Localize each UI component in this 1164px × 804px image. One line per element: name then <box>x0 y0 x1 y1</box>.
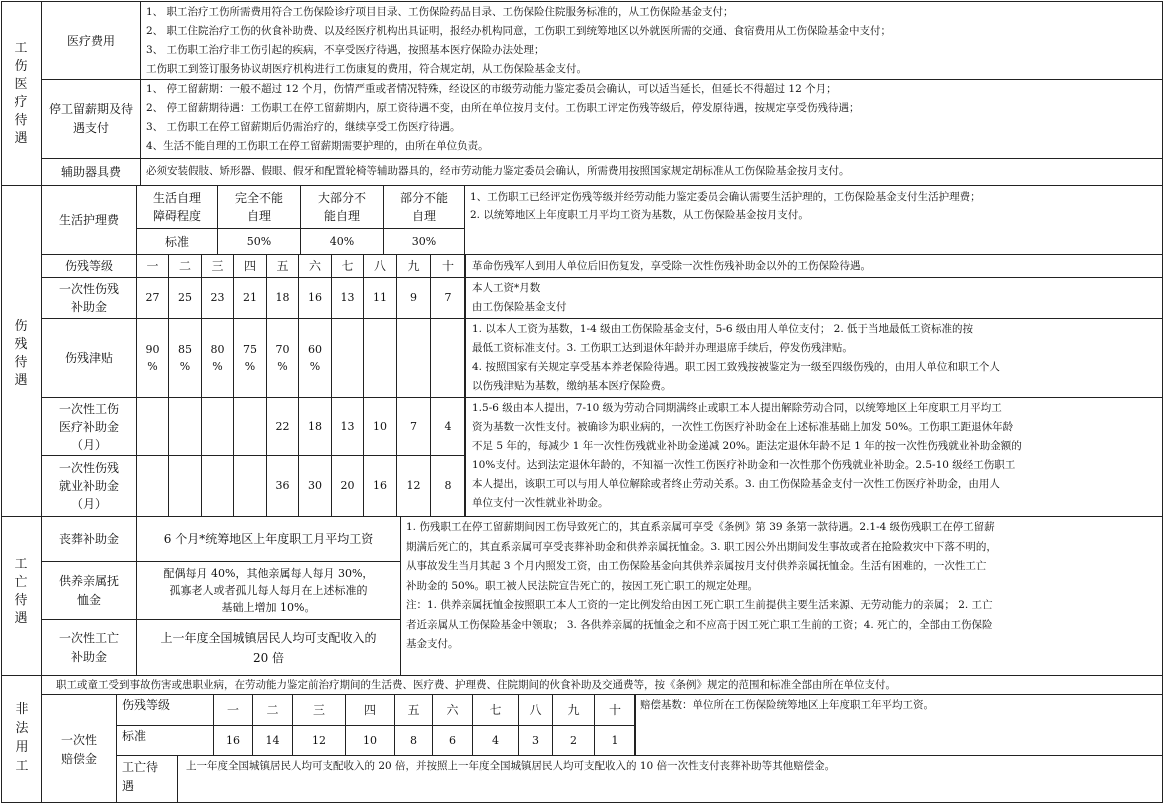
dependent-line: 基础上增加 10%。 <box>221 601 316 614</box>
dependent-line: 孤寡老人或者孤儿每人每月在上述标准的 <box>169 584 368 597</box>
ill-grade-header: 八 <box>529 703 542 717</box>
one-time-note-line: 不足 5 年的，每减少 1 年一次性伤残就业补助金递减 20%。距法定退休年龄不足 1 年的按一次性伤残就业补助金额的 <box>472 440 1022 452</box>
ill-death-label <box>122 758 176 800</box>
aux-text: 必须安装假肢、矫形器、假眼、假牙和配置轮椅等辅助器具的，经市劳动能力鉴定委员会确认，所需费用按照国家规定胡标准从工伤保险基金按月支付。 <box>146 165 850 177</box>
care-level <box>301 186 383 228</box>
care-level-line: 大部分不 <box>317 191 366 205</box>
care-level-line: 完全不能 <box>234 191 283 205</box>
allowance-value-number: 80 <box>210 343 225 356</box>
grade-grid-cell <box>363 318 397 398</box>
one-time-note-line: 10%支付。达到法定退休年龄的，不知福一次性工伤医疗补助金和一次性那个伤残就业补助金。2.5-10 级经工伤职工 <box>472 459 1016 471</box>
grade-value: 11 <box>373 291 387 304</box>
medical-cost-line: 工伤职工到签订服务协议胡医疗机构进行工伤康复的费用，符合规定胡，从工伤保险基金支付。 <box>146 63 587 75</box>
allowance-note-line: 1. 以本人工资为基数，1-4 级由工伤保险基金支付，5-6 级由用人单位支付； 2. 低于当地最低工资标准的按 <box>472 323 974 335</box>
medical-cost-line: 3、 工伤职工治疗非工伤引起的疾病，不享受医疗待遇，按照基本医疗保险办法处理； <box>146 44 545 56</box>
dependent-label-line: 供养亲属抚 <box>58 573 119 588</box>
base-note: 赔偿基数：单位所在工伤保险统筹地区上年度职工年平均工资。 <box>640 699 934 711</box>
stop-line: 2、 停工留薪期待遇：工伤职工在停工留薪期内，原工资待遇不变，由所在单位按月支付。工伤职工评定伤残等级后，停发原待遇，按规定享受伤残待遇； <box>146 102 860 114</box>
comp-label-line: 赔偿金 <box>60 752 97 766</box>
grade-grid-cell <box>396 318 431 398</box>
allowance-value <box>137 319 168 397</box>
care-note-line: 2. 以统筹地区上年度职工月平均工资为基数，从工伤保险基金按月支付。 <box>470 209 809 221</box>
medical-cost-text <box>146 3 1160 79</box>
care-level <box>384 186 464 228</box>
medical-section-title: 工伤医疗待遇 <box>14 41 28 146</box>
care-notes <box>470 188 1160 248</box>
death-note-line: 期满后死亡的，其直系亲属可享受丧葬补助金和供养亲属抚恤金。3. 职工因公外出期间发生事故或者在抢险救灾中下落不明的， <box>406 540 997 553</box>
ill-grade-value: 6 <box>449 733 456 747</box>
allowance-note-line: 4. 按照国家有关规定享受基本养老保险待遇。职工因工致残按被鉴定为一级至四级伤残的，由用人单位和职工个人 <box>472 361 1000 373</box>
allowance-value-number: 70 <box>275 343 290 356</box>
stop-label: 停工留薪期及待遇支付 <box>48 102 133 135</box>
one-time-notes <box>472 399 1160 515</box>
grade-value: 9 <box>410 291 417 304</box>
allowance-value-unit: % <box>212 360 223 373</box>
grade-grid-cell <box>331 318 364 398</box>
allowance-value-unit: % <box>277 360 288 373</box>
allowance-value-number: 75 <box>243 343 257 356</box>
medical-cost-line: 2、 职工住院治疗工伤的伙食补助费、以及经医疗机构出具证明，报经办机构同意，工伤职工到统筹地区以外就医所需的交通、食宿费用从工伤保险基金中支付； <box>146 25 892 37</box>
ill-death-text: 上一年度全国城镇居民人均可支配收入的 20 倍，并按照上一年度全国城镇居民人均可支配收入的 10 倍一次性支付丧葬补助等其他赔偿金。 <box>186 760 836 772</box>
grade-header: 三 <box>211 259 224 273</box>
care-level <box>218 186 300 228</box>
grade-value: 16 <box>373 479 387 492</box>
stop-line: 3、 工伤职工在停工留薪期后仍需治疗的，继续享受工伤医疗待遇。 <box>146 121 461 133</box>
grade-value: 12 <box>406 479 421 492</box>
one-time-note-line: 本人提出，该职工可以与用人单位解除或者终止劳动关系。3. 由工伤保险基金支付一次性工伤医疗补助金，由用人 <box>472 478 1000 490</box>
death-onetime-label <box>42 620 136 675</box>
care-header-line: 生活自理 <box>152 191 201 205</box>
grade-header: 四 <box>243 259 256 273</box>
dependent-label-line: 恤金 <box>76 592 101 607</box>
comp-label <box>42 720 116 780</box>
death-section-title: 工亡待遇 <box>14 557 28 626</box>
care-label: 生活护理费 <box>58 213 119 227</box>
allowance-note-line: 以伤残津贴为基数，缴纳基本医疗保险费。 <box>472 380 672 392</box>
medical-subsidy-label-line: 一次性工伤 <box>58 401 119 416</box>
grade-value: 18 <box>308 419 322 433</box>
subsidy-label <box>42 278 136 318</box>
death-onetime-label-line: 补助金 <box>70 649 107 664</box>
grade-grid-cell <box>168 455 202 517</box>
medical-subsidy-label <box>42 398 136 455</box>
care-rate: 40% <box>329 234 355 248</box>
grade-header: 六 <box>308 259 321 273</box>
grade-header: 七 <box>341 259 354 273</box>
grade-label: 伤残等级 <box>64 259 113 273</box>
medical-cost-line: 1、 职工治疗工伤所需费用符合工伤保险诊疗项目目录、工伤保险药品目录、工伤保险住院服务标准的，从工伤保险基金支付； <box>146 6 734 18</box>
stop-line: 1、 停工留薪期：一般不超过 12 个月，伤情严重或者情况特殊，经设区的市级劳动能力鉴定委员会确认，可以适当延长，但延长不得超过 12 个月； <box>146 83 837 95</box>
grade-grid-cell <box>201 397 234 456</box>
funeral-label: 丧葬补助金 <box>58 532 119 546</box>
one-time-note-line: 1.5-6 级由本人提出，7-10 级为劳动合同期满终止或职工本人提出解除劳动合同，以统筹地区上年度职工月平均工 <box>472 402 1002 414</box>
dependent-label <box>42 562 136 619</box>
allowance-value-unit: % <box>309 360 321 373</box>
ill-standard-label: 标准 <box>122 729 147 743</box>
care-rate: 30% <box>411 234 437 248</box>
medical-cost-label: 医疗费用 <box>66 33 115 48</box>
grade-grid-cell <box>136 397 169 456</box>
grade-value: 18 <box>275 291 290 304</box>
care-header-line: 障碍程度 <box>152 209 201 223</box>
death-note-line: 注：1. 供养亲属抚恤金按照职工本人工资的一定比例发给由因工死亡职工生前提供主要生活来源、无劳动能力的亲属； 2. 工亡 <box>406 599 993 611</box>
grade-header: 九 <box>407 259 420 273</box>
illegal-section-title: 非法用工 <box>15 702 29 774</box>
grade-value: 7 <box>410 419 417 433</box>
allowance-value <box>202 319 233 397</box>
death-note-line: 基金支付。 <box>406 638 459 650</box>
ill-grade-value: 12 <box>312 733 326 747</box>
grade-value: 13 <box>340 419 355 433</box>
dependent-text <box>137 562 400 619</box>
grade-header: 二 <box>178 259 191 273</box>
grade-value: 27 <box>145 291 160 304</box>
employ-subsidy-label-line: （月） <box>70 497 107 511</box>
care-rate: 50% <box>246 234 272 248</box>
death-onetime-text <box>137 620 400 675</box>
ill-grade-value: 10 <box>363 733 377 747</box>
grade-value: 8 <box>444 479 452 492</box>
grade-grid-cell <box>201 455 234 517</box>
grade-value: 7 <box>444 291 452 304</box>
ill-grade-header: 七 <box>489 703 502 717</box>
death-onetime-line: 20 倍 <box>252 650 285 665</box>
grade-grid-cell <box>136 455 169 517</box>
allowance-value-number: 85 <box>178 343 192 356</box>
ill-grade-value: 16 <box>226 733 240 747</box>
subsidy-label-line: 补助金 <box>70 300 107 314</box>
allowance-value <box>299 319 331 397</box>
ill-grade-value: 3 <box>532 733 539 747</box>
stop-line: 4、生活不能自理的工伤职工在停工留薪期需要护理的，由所在单位负责。 <box>146 140 489 152</box>
grade-header: 八 <box>373 259 386 273</box>
employ-subsidy-label-line: 一次性伤残 <box>58 461 119 475</box>
allowance-value-number: 90 <box>145 343 160 356</box>
grade-grid-cell <box>233 397 267 456</box>
comp-label-line: 一次性 <box>60 733 97 747</box>
illegal-top-text: 职工或童工受到事故伤害或患职业病，在劳动能力鉴定前治疗期间的生活费、医疗费、护理费、住院期间的伙食补助及交通费等，按《条例》规定的范围和标准全部由所在单位支付。 <box>56 679 896 691</box>
allowance-value-unit: % <box>147 360 158 373</box>
allowance-value <box>234 319 266 397</box>
grade-value: 10 <box>373 419 387 433</box>
ill-grade-value: 14 <box>265 733 280 747</box>
one-time-note-line: 单位支付一次性就业补助金。 <box>472 497 609 509</box>
care-level-line: 自理 <box>411 209 436 223</box>
ill-death-label-line: 遇 <box>122 779 135 793</box>
ill-grade-header: 九 <box>567 703 580 717</box>
stop-text <box>146 80 1160 158</box>
care-level-line: 自理 <box>246 209 271 223</box>
allowance-value <box>267 319 298 397</box>
aux-label: 辅助器具费 <box>60 165 121 179</box>
ill-grade-header: 三 <box>312 703 325 717</box>
death-note-line: 从事故发生当月其起 3 个月内照发工资，由工伤保险基金向其供养亲属按月支付供养亲属抚恤金。生活有困难的，一次性工亡 <box>406 560 987 572</box>
disability-section-title: 伤残待遇 <box>14 319 28 388</box>
employ-subsidy-label-line: 就业补助金 <box>58 479 119 493</box>
grade-value: 20 <box>340 479 355 492</box>
ill-grade-header: 十 <box>608 703 621 717</box>
grade-value: 30 <box>308 479 322 492</box>
care-header <box>137 186 217 228</box>
ill-grade-value: 2 <box>570 733 577 747</box>
care-level-line: 能自理 <box>323 209 360 223</box>
grade-grid-cell <box>430 318 466 398</box>
grade-value: 13 <box>340 291 355 304</box>
employ-subsidy-label <box>42 456 136 516</box>
care-note-line: 1、工伤职工已经评定伤残等级并经劳动能力鉴定委员会确认需要生活护理的，工伤保险基金支付生活护理费； <box>470 191 981 203</box>
grade-value: 21 <box>243 291 257 304</box>
medical-subsidy-label-line: （月） <box>70 437 107 452</box>
ill-grade-header: 六 <box>446 703 459 717</box>
ill-grade-header: 二 <box>266 703 279 717</box>
subsidy-notes <box>472 279 1160 317</box>
allowance-notes <box>472 320 1160 396</box>
grade-value: 25 <box>178 291 192 304</box>
grade-note: 革命伤残军人到用人单位后旧伤复发，享受除一次性伤残补助金以外的工伤保险待遇。 <box>472 260 871 272</box>
ill-grade-header: 四 <box>363 703 376 717</box>
allowance-note-line: 最低工资标准支付。3. 工伤职工达到退休年龄并办理退席手续后，停发伤残津贴。 <box>472 342 853 354</box>
death-notes <box>406 518 1160 674</box>
allowance-value-unit: % <box>244 360 256 373</box>
allowance-label: 伤残津贴 <box>64 351 113 365</box>
standard-label: 标准 <box>164 234 189 249</box>
subsidy-label-line: 一次性伤残 <box>58 282 119 296</box>
ill-grade-value: 8 <box>410 733 417 747</box>
grade-header: 十 <box>441 259 454 273</box>
death-note-line: 者近亲属从工伤保险基金中领取； 3. 各供养亲属的抚恤金之和不应高于因工死亡职工生前的工资；4. 死亡的，全部由工伤保险 <box>406 618 993 631</box>
ill-grade-value: 1 <box>611 733 619 747</box>
grade-header: 一 <box>146 259 159 273</box>
allowance-value <box>169 319 201 397</box>
dependent-line: 配偶每月 40%，其他亲属每人每月 30%， <box>163 567 374 580</box>
funeral-text: 6 个月*统筹地区上年度职工月平均工资 <box>163 532 374 546</box>
grade-grid-cell <box>168 397 202 456</box>
care-level-line: 部分不能 <box>399 191 448 205</box>
grade-grid-cell <box>233 455 267 517</box>
death-onetime-line: 上一年度全国城镇居民人均可支配收入的 <box>160 630 377 645</box>
grade-header: 五 <box>276 259 289 273</box>
ill-grade-header: 五 <box>407 703 420 717</box>
medical-subsidy-label-line: 医疗补助金 <box>58 419 119 434</box>
grade-value: 4 <box>444 419 452 433</box>
grade-value: 22 <box>275 419 290 433</box>
allowance-value-unit: % <box>179 360 191 373</box>
grade-value: 16 <box>308 291 322 304</box>
death-onetime-label-line: 一次性工亡 <box>58 630 119 645</box>
grade-value: 23 <box>210 291 225 304</box>
death-note-line: 1. 伤残职工在停工留薪期间因工伤导致死亡的，其直系亲属可享受《条例》第 39 条第一款待遇。2.1-4 级伤残职工在停工留薪 <box>406 521 995 533</box>
ill-grade-label: 伤残等级 <box>122 698 171 712</box>
grade-value: 36 <box>275 479 290 492</box>
ill-grade-value: 4 <box>492 733 499 747</box>
allowance-value-number: 60 <box>308 343 322 356</box>
ill-death-label-line: 工亡待 <box>122 760 159 774</box>
one-time-note-line: 资为基数一次性支付。被确诊为职业病的，一次性工伤医疗补助金在上述标准基础上加发 50%。工伤职工距退休年龄 <box>472 421 1014 433</box>
death-note-line: 补助金的 50%。职工被人民法院宣告死亡的，按因工死亡职工的规定处理。 <box>406 579 759 592</box>
subsidy-note-line: 由工伤保险基金支付 <box>472 301 567 313</box>
ill-grade-header: 一 <box>226 703 239 717</box>
subsidy-note-line: 本人工资*月数 <box>472 282 541 294</box>
